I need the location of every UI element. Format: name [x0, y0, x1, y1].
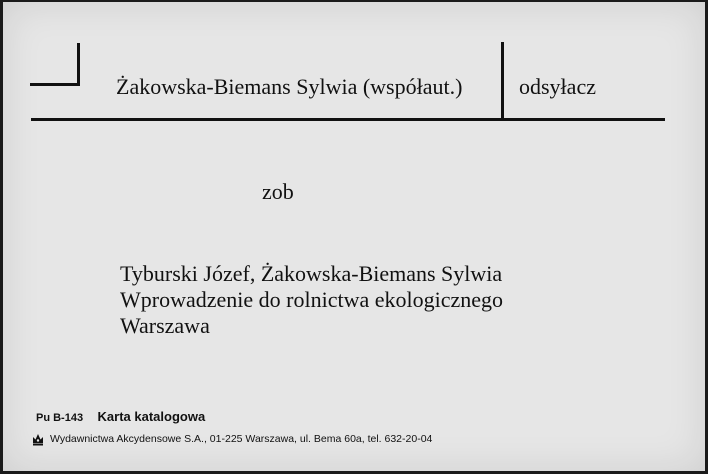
form-code: Pu B-143: [36, 412, 84, 424]
catalog-card: [3, 2, 705, 471]
header-divider-vertical: [501, 42, 504, 120]
entry-title: Wprowadzenie do rolnictwa ekologicznego: [120, 287, 504, 312]
header-rule: [31, 118, 665, 121]
entry-type-label: odsyłacz: [519, 74, 596, 99]
heading-author: Żakowska-Biemans Sylwia (współaut.): [116, 74, 463, 99]
publisher-line: [31, 432, 432, 446]
entry-authors: Tyburski Józef, Żakowska-Biemans Sylwia: [120, 261, 503, 286]
corner-bracket-horizontal: [30, 83, 80, 86]
form-title: Karta katalogowa: [97, 409, 206, 424]
publisher-text: Wydawnictwa Akcydensowe S.A., 01-225 Warszawa, ul. Bema 60a, tel. 632-20-04: [50, 433, 433, 445]
crown-logo-icon: [31, 432, 45, 446]
corner-bracket-vertical: [77, 43, 80, 85]
entry-place: Warszawa: [120, 313, 210, 338]
form-info: [36, 408, 205, 426]
see-reference-label: zob: [262, 179, 294, 204]
referenced-entry: [120, 261, 503, 339]
